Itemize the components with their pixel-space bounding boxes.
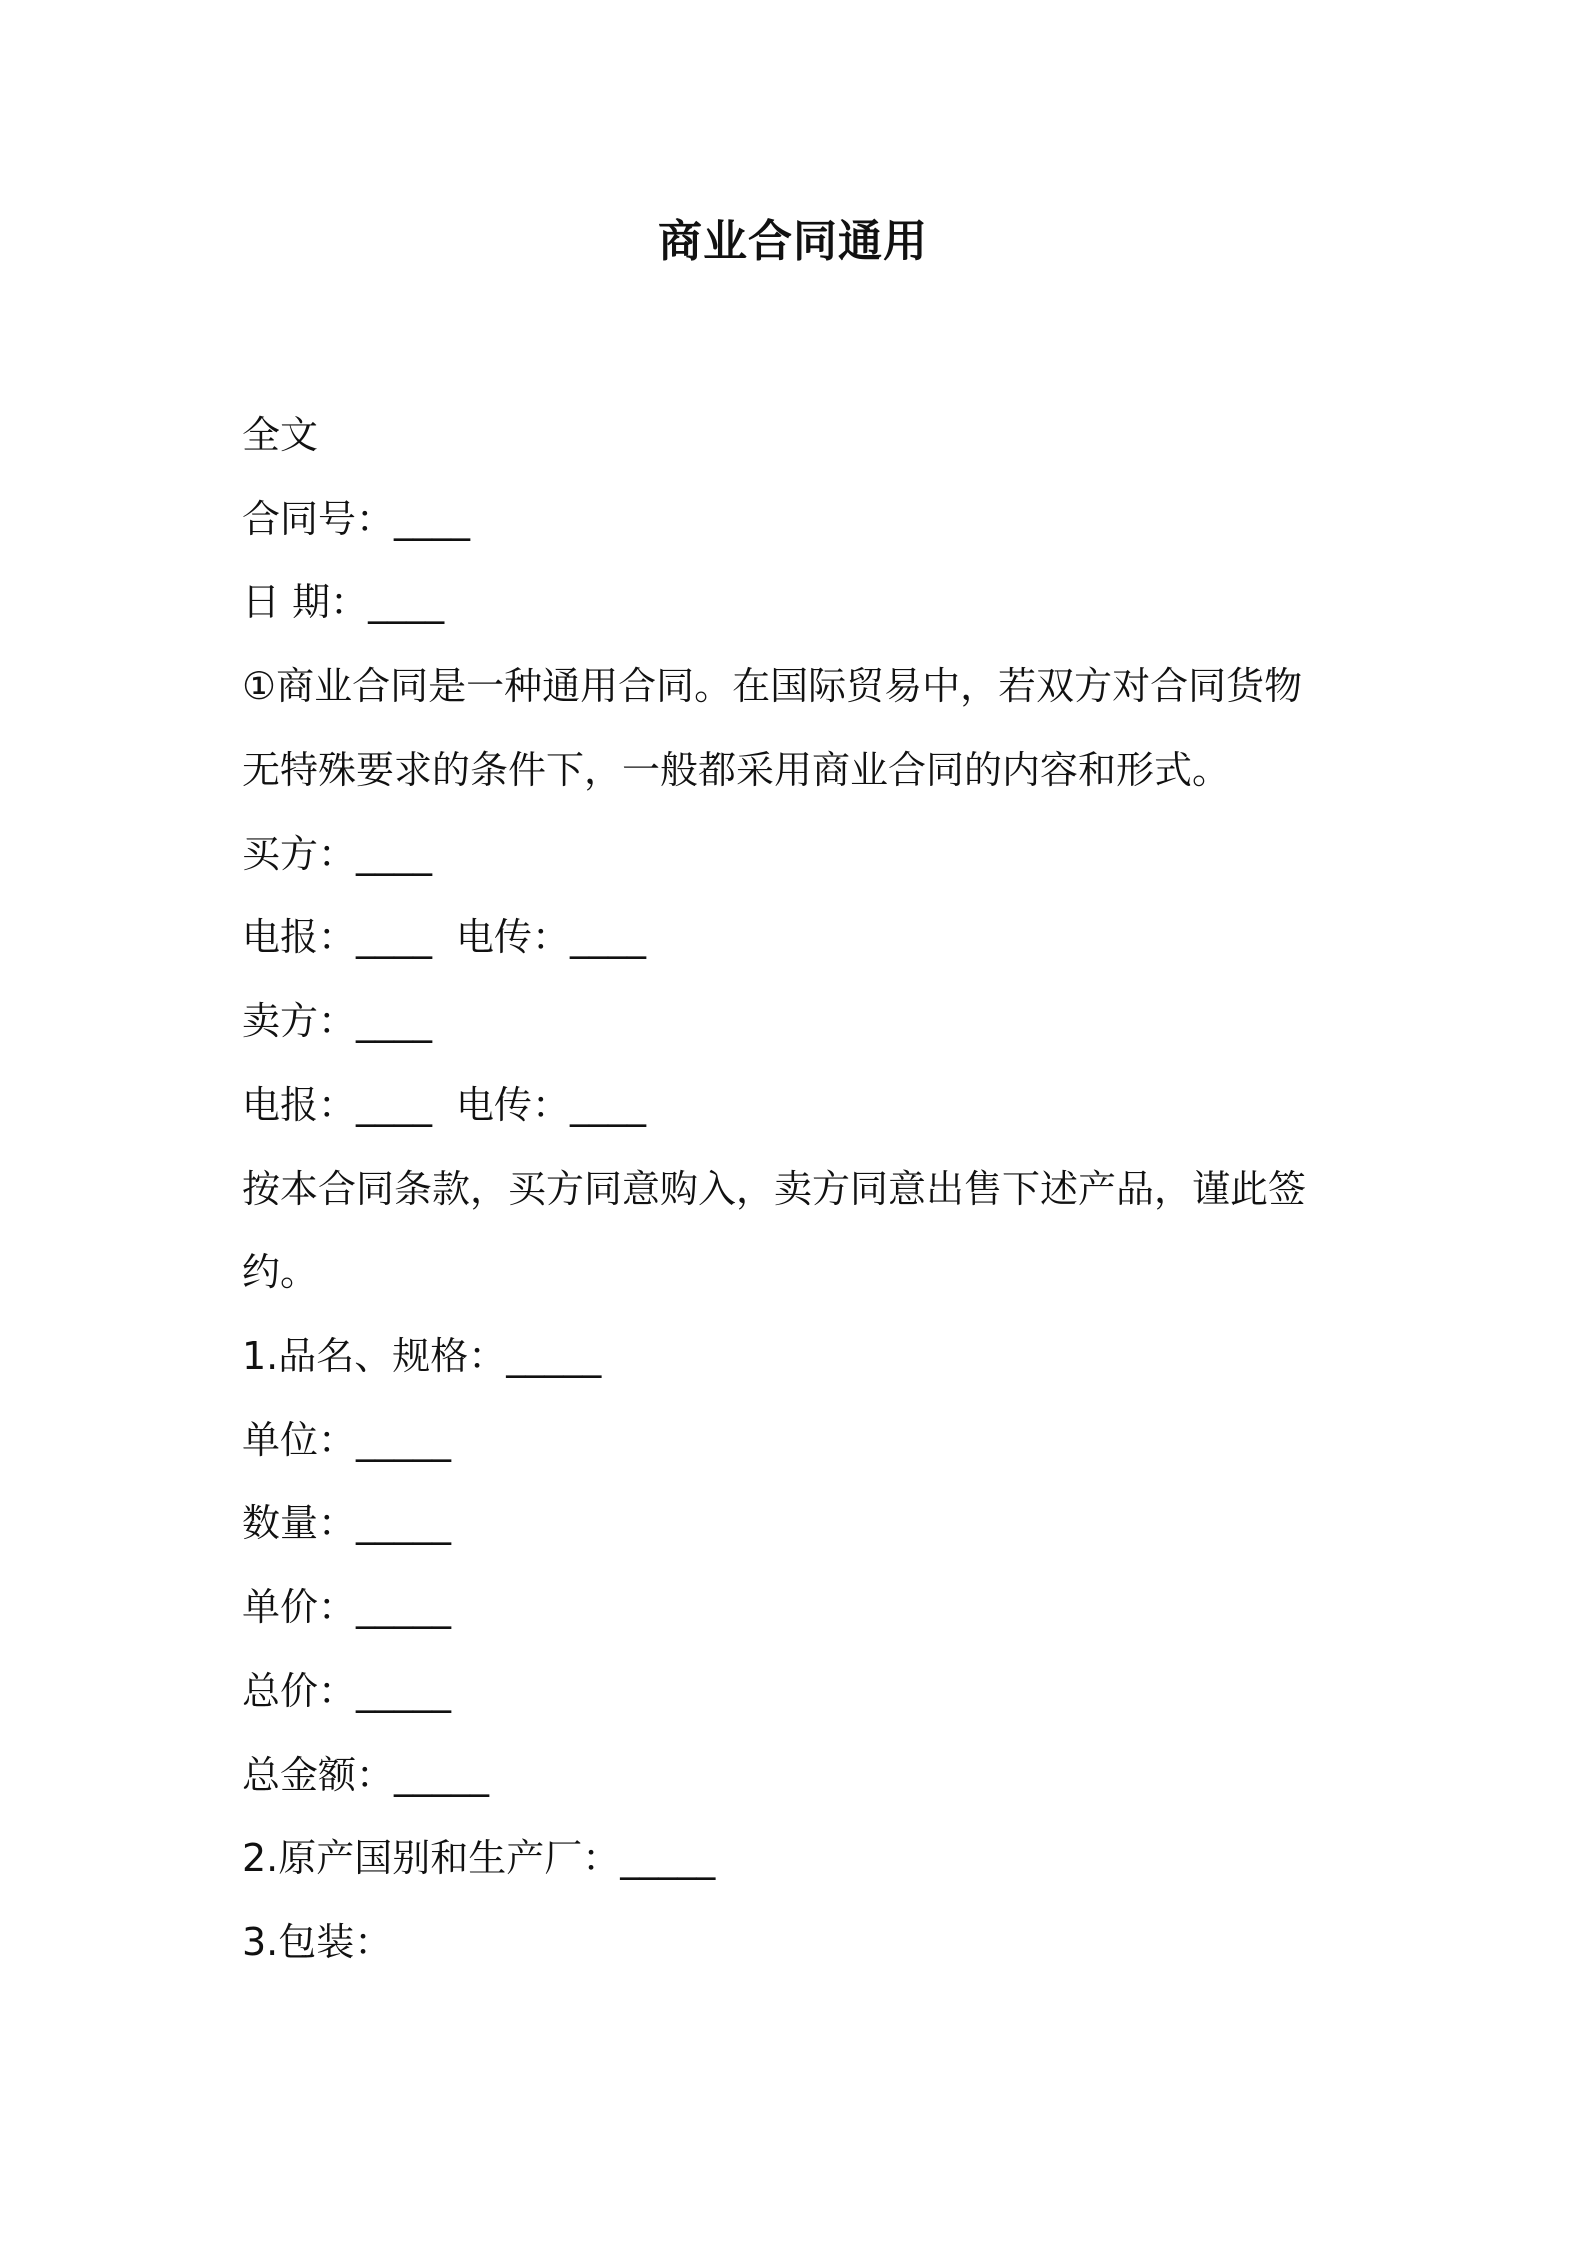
intro-paragraph-line-1: ①商业合同是一种通用合同。在国际贸易中，若双方对合同货物 — [242, 664, 1303, 708]
buyer-telegram-field: 电报：____ — [242, 915, 433, 959]
contract-number-field: 合同号：____ — [242, 497, 471, 541]
total-price-field: 总价：_____ — [242, 1669, 452, 1713]
total-amount-field: 总金额：_____ — [242, 1753, 490, 1797]
item-spec-field: 1.品名、规格：_____ — [242, 1334, 602, 1378]
seller-telex-field: 电传：____ — [456, 1083, 647, 1127]
buyer-telex-field: 电传：____ — [456, 915, 647, 959]
unit-price-field: 单价：_____ — [242, 1585, 452, 1629]
date-field: 日 期：____ — [242, 580, 445, 624]
packing-field: 3.包装： — [242, 1920, 393, 1964]
intro-paragraph-line-2: 无特殊要求的条件下，一般都采用商业合同的内容和形式。 — [242, 748, 1231, 792]
document-title: 商业合同通用 — [658, 216, 928, 267]
buyer-field: 买方：____ — [242, 832, 433, 876]
buyer-contact-row — [242, 912, 646, 962]
unit-field: 单位：_____ — [242, 1418, 452, 1462]
seller-contact-row — [242, 1080, 646, 1130]
section-heading: 全文 — [242, 413, 319, 457]
seller-field: 卖方：____ — [242, 999, 433, 1043]
origin-field: 2.原产国别和生产厂：_____ — [242, 1836, 716, 1880]
agreement-paragraph-line-1: 按本合同条款，买方同意购入，卖方同意出售下述产品，谨此签 — [242, 1167, 1307, 1211]
agreement-paragraph-line-2: 约。 — [242, 1250, 319, 1294]
quantity-field: 数量：_____ — [242, 1501, 452, 1545]
seller-telegram-field: 电报：____ — [242, 1083, 433, 1127]
